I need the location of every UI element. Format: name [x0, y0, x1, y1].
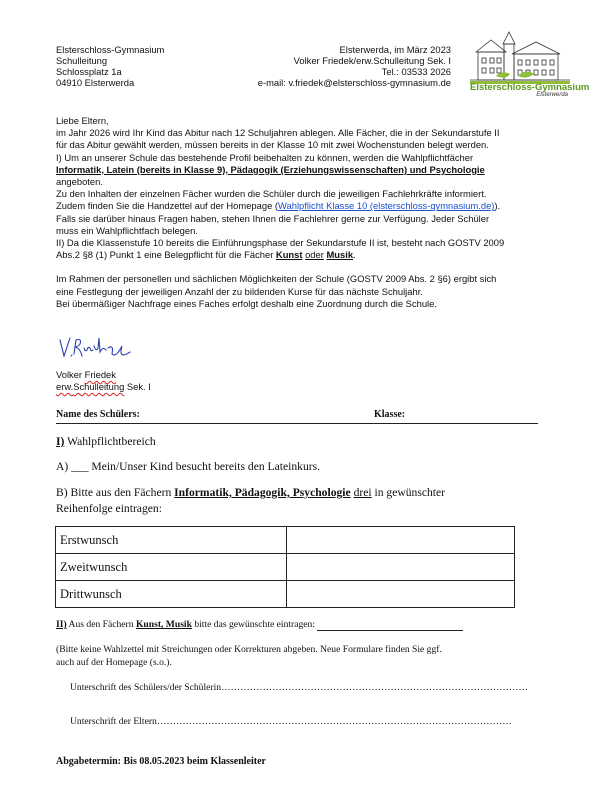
note-line-1: (Bitte keine Wahlzettel mit Streichungen oder Korrekturen abgeben. Neue Formulare finden Sie ggf.	[56, 644, 442, 655]
wish-table	[55, 526, 515, 608]
drei-word: drei	[353, 486, 372, 499]
text: erw.	[56, 381, 74, 392]
oder-word: oder	[305, 249, 324, 261]
kunst-word: Kunst	[275, 249, 303, 261]
section-title: Wahlpflichtbereich	[67, 435, 156, 448]
musik-word: Musik	[326, 249, 354, 261]
student-name-row	[56, 409, 538, 424]
student-signature-field[interactable]: ……………………………………………………………………………………	[221, 682, 529, 693]
phone: Tel.: 03533 2026	[381, 66, 451, 77]
subjects-line: Informatik, Latein (bereits in Klasse 9), Pädagogik (Erziehungswissenschaften) und Psychologie	[56, 163, 485, 175]
text: in gewünschter	[371, 486, 446, 499]
paragraph-line: I) Um an unserer Schule das bestehende Profil beibehalten zu können, werden die Wahlpflichtfächer	[56, 151, 474, 163]
subjects-bold: Kunst, Musik	[135, 619, 192, 630]
section-two-line	[56, 619, 463, 631]
sender-info	[258, 44, 451, 88]
paragraph-line: für das Abitur gewählt werden, müssen bereits in der Klasse 10 mit zwei Wochenstunden belegt werden.	[56, 139, 489, 151]
paragraph-line: eine Festlegung der jeweiligen Anzahl der zu bildenden Kurse für das nächste Schuljahr.	[56, 285, 423, 297]
city: 04910 Elsterwerda	[56, 77, 135, 88]
text: Friedek	[84, 369, 116, 380]
deadline: Abgabetermin: Bis 08.05.2023 beim Klassenleiter	[56, 756, 266, 767]
text: .	[353, 249, 356, 261]
homepage-link[interactable]: Wahlpflicht Klasse 10 (elsterschloss-gymnasium.de)	[278, 200, 495, 212]
salutation: Liebe Eltern,	[56, 115, 109, 126]
paragraph-line: im Jahr 2026 wird Ihr Kind das Abitur nach 12 Schuljahren ablegen. Alle Fächer, die in der Sekundarstufe II	[56, 127, 500, 139]
school-logo	[466, 30, 590, 100]
paragraph-line: Zu den Inhalten der einzelnen Fächer wurden die Schüler durch die jeweiligen Fachlehrkräfte informiert.	[56, 188, 487, 200]
art-music-field[interactable]	[317, 619, 463, 631]
section-number: II)	[56, 619, 67, 630]
logo-title: Elsterschloss-Gymnasium	[470, 82, 590, 93]
email: e-mail: v.friedek@elsterschloss-gymnasium.de	[257, 77, 451, 88]
parent-signature-field[interactable]: …………………………………………………………………………………………………	[156, 716, 512, 727]
signature-image	[58, 334, 132, 364]
text: Aus den Fächern	[66, 619, 136, 630]
paragraph-line: Falls sie darüber hinaus Fragen haben, stehen Ihnen die Fachlehrer gerne zur Verfügung. Jeder Schüler	[56, 212, 490, 224]
text: B) Bitte aus den Fächern	[56, 486, 175, 499]
signer-role	[56, 381, 151, 392]
letter-body	[56, 115, 546, 310]
text: Schulleitung	[73, 381, 125, 392]
text: Abs.2 §8 (1) Punkt 1 eine Belegpflicht für die Fächer	[56, 249, 276, 261]
paragraph-line: Im Rahmen der personellen und sächlichen Möglichkeiten der Schule (GOSTV 2009 Abs. 2 §6) ergibt sich	[56, 273, 497, 285]
paragraph-line	[56, 200, 546, 212]
school-name: Elsterschloss-Gymnasium	[56, 44, 165, 55]
signer-name	[56, 369, 116, 380]
subjects-bold: Informatik, Pädagogik, Psychologie	[174, 486, 351, 499]
paragraph-line: Bei übermäßiger Nachfrage eines Faches erfolgt deshalb eine Zuordnung durch die Schule.	[56, 297, 437, 309]
student-signature-row	[70, 682, 528, 693]
text: Zudem finden Sie die Handzettel auf der Homepage (	[56, 200, 279, 212]
wish-input-1[interactable]	[287, 527, 515, 554]
sender-name: Volker Friedek/erw.Schulleitung Sek. I	[293, 55, 451, 66]
text: Volker	[56, 369, 83, 380]
parent-signature-label: Unterschrift der Eltern	[70, 716, 157, 727]
street: Schlossplatz 1a	[56, 66, 122, 77]
class-label: Klasse:	[374, 409, 406, 420]
option-b-line-2: Reihenfolge eintragen:	[56, 502, 162, 515]
student-name-label: Name des Schülers:	[56, 409, 140, 420]
school-address	[56, 44, 164, 88]
section-one-heading	[56, 435, 156, 448]
option-b-line	[56, 486, 445, 499]
date-line: Elsterwerda, im März 2023	[339, 44, 451, 55]
table-row	[56, 527, 515, 554]
note-line-2: auch auf der Homepage (s.o.).	[56, 657, 172, 668]
section-number: I)	[56, 435, 65, 448]
paragraph-line: angeboten.	[56, 176, 103, 188]
department: Schulleitung	[56, 55, 108, 66]
student-signature-label: Unterschrift des Schülers/der Schülerin	[70, 682, 222, 693]
option-a-line[interactable]: A) ___ Mein/Unser Kind besucht bereits den Lateinkurs.	[56, 460, 321, 473]
text: Sek. I	[126, 381, 151, 392]
paragraph-line: muss ein Wahlpflichtfach belegen.	[56, 224, 198, 236]
wish-label: Drittwunsch	[56, 581, 287, 608]
logo-subtitle: Elsterwerda	[536, 92, 568, 98]
parent-signature-row	[70, 716, 512, 727]
wish-input-3[interactable]	[287, 581, 515, 608]
table-row	[56, 554, 515, 581]
text: bitte das gewünschte eintragen:	[191, 619, 318, 630]
paragraph-line	[56, 249, 546, 261]
text: ).	[494, 200, 501, 212]
table-row	[56, 581, 515, 608]
wish-label: Zweitwunsch	[56, 554, 287, 581]
wish-input-2[interactable]	[287, 554, 515, 581]
paragraph-line: II) Da die Klassenstufe 10 bereits die Einführungsphase der Sekundarstufe II ist, besteht nach GOSTV 2009	[56, 237, 505, 249]
wish-label: Erstwunsch	[56, 527, 287, 554]
